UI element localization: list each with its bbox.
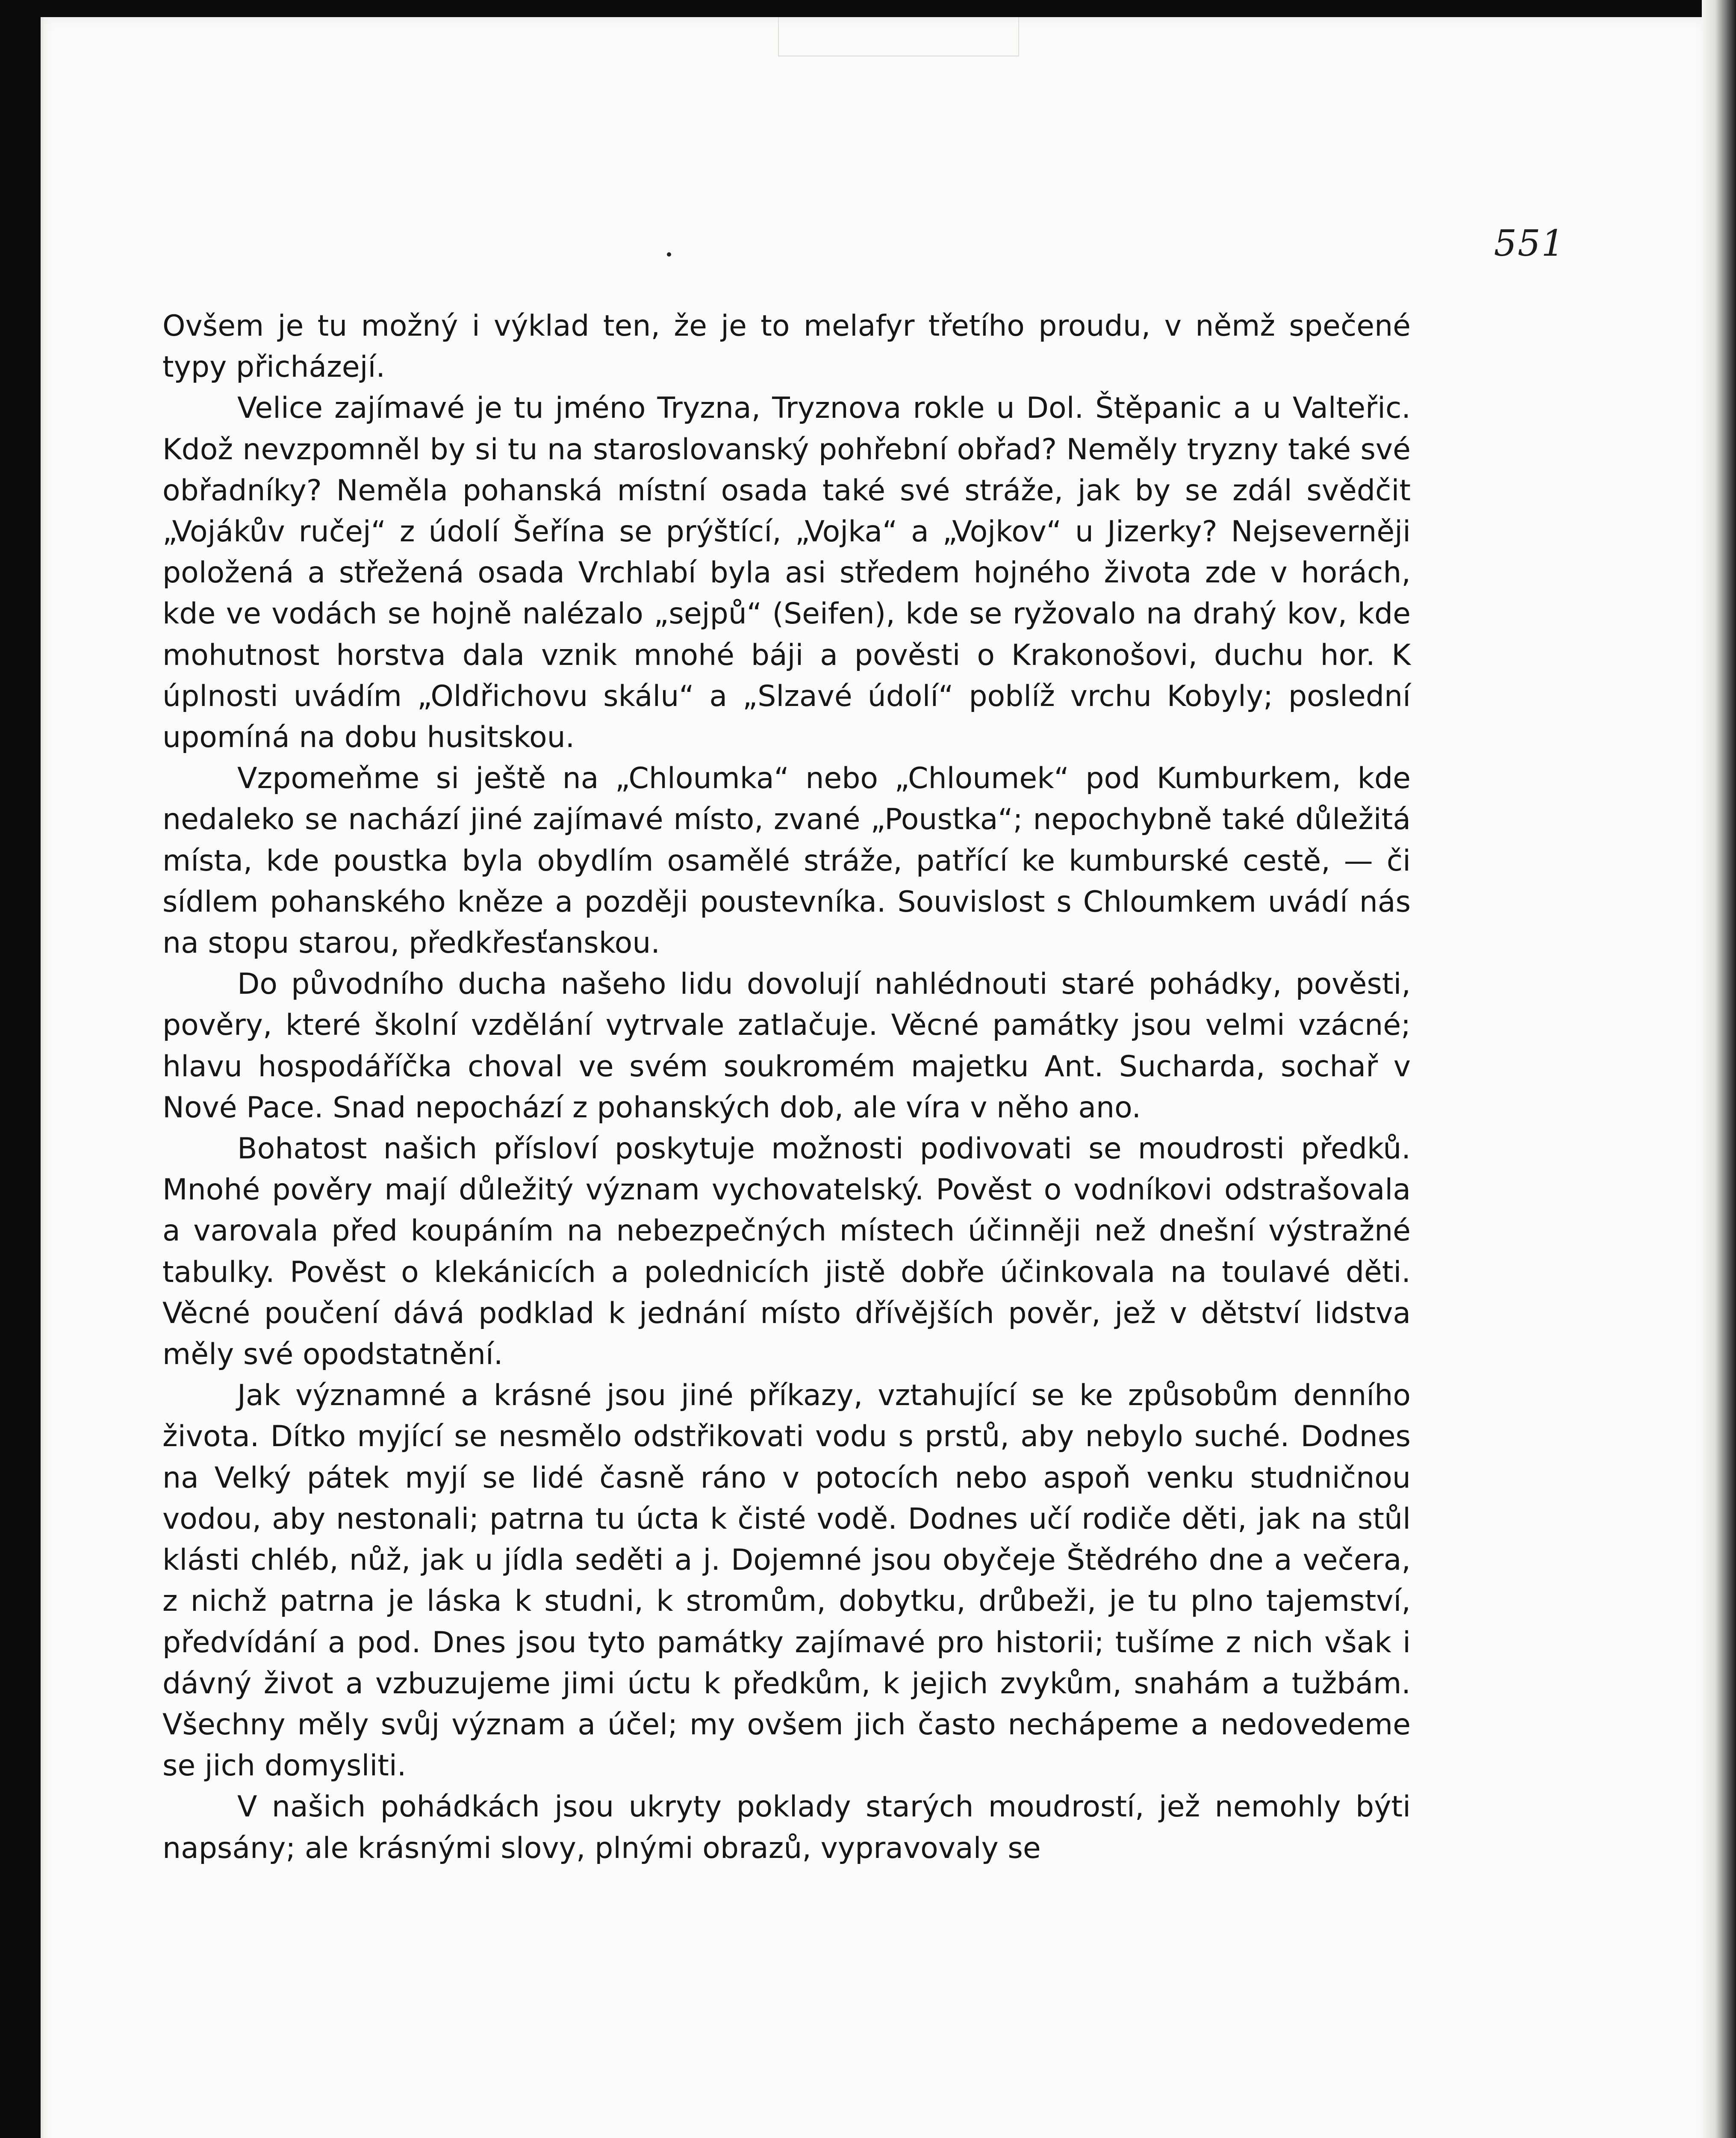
paragraph-2: Velice zajímavé je tu jméno Tryzna, Tryznova rokle u Dol. Štěpanic a u Valteřic. Kdož nevzpomněl by si tu na staroslovanský pohřební obřad? Neměly tryzny také své obřadníky? Neměla pohanská místní osada také své stráže, jak by se zdál svědčit „Vojákův ručej“ z údolí Šeřína se prýštící, „Vojka“ a „Vojkov“ u Jizerky? Nejseverněji položená a střežená osada Vrchlabí byla asi středem hojného života zde v horách, kde ve vodách se hojně nalézalo „sejpů“ (Seifen), kde se ryžovalo na drahý kov, kde mohutnost horstva dala vznik mnohé báji a pověsti o Krakonošovi, duchu hor. K úplnosti uvádím „Oldřichovu skálu“ a „Slzavé údolí“ poblíž vrchu Kobyly; poslední upomíná na dobu husitskou. (162, 391, 1411, 755)
top-scan-mark (778, 17, 1019, 56)
body-text (162, 306, 1411, 1869)
paragraph-6: Jak významné a krásné jsou jiné příkazy, vztahující se ke způsobům denního života. Dítko myjící se nesmělo odstřikovati vodu s prstů, aby nebylo suché. Dodnes na Velký pátek myjí se lidé časně ráno v potocích nebo aspoň venku studničnou vodou, aby nestonali; patrna tu úcta k čisté vodě. Dodnes učí rodiče děti, jak na stůl klásti chléb, nůž, jak u jídla seděti a j. Dojemné jsou obyčeje Štědrého dne a večera, z nichž patrna je láska k studni, k stromům, dobytku, drůbeži, je tu plno tajemství, předvídání a pod. Dnes jsou tyto památky zajímavé pro historii; tušíme z nich však i dávný život a vzbuzujeme jimi úctu k předkům, k jejich zvykům, snahám a tužbám. Všechny měly svůj význam a účel; my ovšem jich často nechápeme a nedovedeme se jich domysliti. (162, 1379, 1411, 1783)
scan-speck (667, 252, 671, 257)
page-edge-shadow (1702, 0, 1736, 2138)
paragraph-1: Ovšem je tu možný i výklad ten, že je to melafyr třetího proudu, v němž spečené typy přicházejí. (162, 309, 1411, 384)
paragraph-4: Do původního ducha našeho lidu dovolují nahlédnouti staré pohádky, pověsti, pověry, které školní vzdělání vytrvale zatlačuje. Věcné památky jsou velmi vzácné; hlavu hospodáříčka choval ve svém soukromém majetku Ant. Sucharda, sochař v Nové Pace. Snad nepochází z pohanských dob, ale víra v něho ano. (162, 967, 1411, 1125)
paragraph-7: V našich pohádkách jsou ukryty poklady starých moudrostí, jež nemohly býti napsány; ale krásnými slovy, plnými obrazů, vypravovaly se (162, 1790, 1411, 1865)
page-number: 551 (1494, 222, 1565, 264)
paragraph-5: Bohatost našich přísloví poskytuje možnosti podivovati se moudrosti předků. Mnohé pověry mají důležitý význam vychovatelský. Pověst o vodníkovi odstrašovala a varovala před koupáním na nebezpečných místech účinněji než dnešní výstražné tabulky. Pověst o klekánicích a polednicích jistě dobře účinkovala na toulavé děti. Věcné poučení dává podklad k jednání místo dřívějších pověr, jež v dětství lidstva měly své opodstatnění. (162, 1132, 1411, 1372)
paragraph-3: Vzpomeňme si ještě na „Chloumka“ nebo „Chloumek“ pod Kumburkem, kde nedaleko se nachází jiné zajímavé místo, zvané „Poustka“; nepochybně také důležitá místa, kde poustka byla obydlím osamělé stráže, patřící ke kumburské cestě, — či sídlem pohanského kněze a později poustevníka. Souvislost s Chloumkem uvádí nás na stopu starou, předkřesťanskou. (162, 762, 1411, 960)
